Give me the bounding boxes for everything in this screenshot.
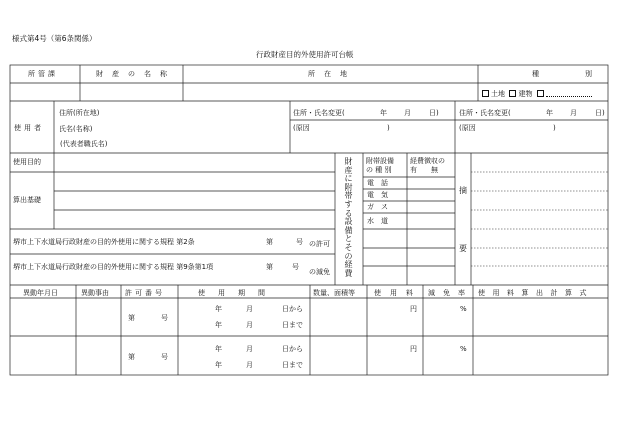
equipment-vertical-label: 財産に附帯する設備とその経費	[344, 157, 353, 278]
change-label-2: 住所・氏名変更(	[459, 109, 511, 117]
history-row2-to-year: 年	[215, 361, 222, 369]
equipment-electric: 電 気	[367, 191, 388, 199]
permit-no-label: 第	[266, 238, 273, 246]
remarks-label-b: 要	[459, 244, 467, 253]
history-row1-to-month: 月	[246, 321, 253, 329]
exempt-regulation: 堺市上下水道局行政財産の目的外使用に関する規程 第9条第1項	[13, 263, 214, 271]
change2-month: 月	[570, 109, 577, 117]
history-row2-from-year: 年	[215, 345, 222, 353]
change-label-1: 住所・氏名変更(	[293, 109, 345, 117]
user-rep-label: (代表者職氏名)	[60, 140, 108, 148]
type-label-b: 別	[585, 70, 592, 78]
equipment-col1-a: 附帯設備	[366, 157, 394, 165]
building-checkbox[interactable]	[509, 90, 516, 97]
change1-year: 年	[380, 109, 387, 117]
type-options	[482, 89, 592, 99]
permit-end: の許可	[309, 240, 330, 248]
equipment-phone: 電 話	[367, 179, 388, 187]
type-label-a: 種	[532, 70, 539, 78]
other-blank[interactable]	[546, 89, 592, 97]
page-title: 行政財産目的外使用許可台帳	[256, 50, 354, 59]
permit-no-suffix: 号	[296, 238, 303, 246]
history-header-reason: 異動事由	[81, 289, 109, 297]
change2-year: 年	[546, 109, 553, 117]
history-row2-pct: %	[460, 345, 467, 353]
reason-label-2: (原因	[459, 124, 476, 132]
history-row2-to-month: 月	[246, 361, 253, 369]
history-row2-no-suffix: 号	[161, 353, 168, 361]
user-address-label: 住所(所在地)	[59, 109, 100, 117]
equipment-col1-b: の 種 別	[366, 166, 392, 174]
land-option: 土地	[491, 90, 505, 98]
history-row2-from-month: 月	[246, 345, 253, 353]
history-header-fee: 使用料	[374, 289, 422, 297]
reason-close-2: )	[553, 124, 556, 132]
history-row1-from-month: 月	[246, 305, 253, 313]
user-label: 使用者	[14, 124, 44, 132]
history-header-permit: 許可番号	[125, 289, 165, 297]
change2-day: 日)	[595, 109, 605, 117]
other-checkbox[interactable]	[537, 90, 544, 97]
history-header-period: 使用期間	[198, 289, 278, 297]
history-row1-from-year: 年	[215, 305, 222, 313]
equipment-col2-a: 経費徴収の	[410, 157, 445, 165]
history-row1-from: 日から	[282, 305, 303, 313]
building-option: 建物	[518, 90, 533, 98]
history-row1-to-year: 年	[215, 321, 222, 329]
history-row1-no-suffix: 号	[161, 314, 168, 322]
property-name-label: 財産の名称	[96, 70, 176, 78]
history-header-formula: 使用料算出計算式	[478, 289, 594, 297]
history-row2-yen: 円	[410, 345, 417, 353]
reason-label-1: (原因	[293, 124, 310, 132]
exempt-no-suffix: 号	[292, 263, 299, 271]
purpose-label: 使用目的	[13, 158, 41, 166]
land-checkbox[interactable]	[482, 90, 489, 97]
basis-label: 算出基礎	[13, 196, 41, 204]
exempt-no-label: 第	[266, 263, 273, 271]
equipment-gas: ガ ス	[367, 203, 388, 211]
location-label: 所在地	[308, 70, 356, 78]
remarks-label-a: 摘	[459, 186, 467, 195]
history-row2-from: 日から	[282, 345, 303, 353]
history-row1-yen: 円	[410, 305, 417, 313]
history-header-date: 異動年月日	[23, 289, 58, 297]
history-header-rate: 減免率	[428, 289, 473, 297]
history-row2-to: 日まで	[282, 361, 303, 369]
change1-day: 日)	[429, 109, 439, 117]
change1-month: 月	[404, 109, 411, 117]
office-label: 所管課	[28, 70, 58, 78]
history-header-quantity: 数量、面積等	[313, 289, 355, 297]
exempt-end: の減免	[309, 268, 330, 276]
form-number: 様式第4号（第6条関係）	[12, 34, 97, 43]
equipment-col2-b: 有 無	[410, 166, 438, 174]
history-row1-to: 日まで	[282, 321, 303, 329]
history-row1-no-label: 第	[128, 314, 135, 322]
history-row1-pct: %	[460, 305, 467, 313]
history-row2-no-label: 第	[128, 353, 135, 361]
reason-close-1: )	[387, 124, 390, 132]
user-name-label: 氏名(名称)	[59, 125, 93, 133]
equipment-water: 水 道	[367, 217, 388, 225]
permit-regulation: 堺市上下水道局行政財産の目的外使用に関する規程 第2条	[13, 238, 195, 246]
